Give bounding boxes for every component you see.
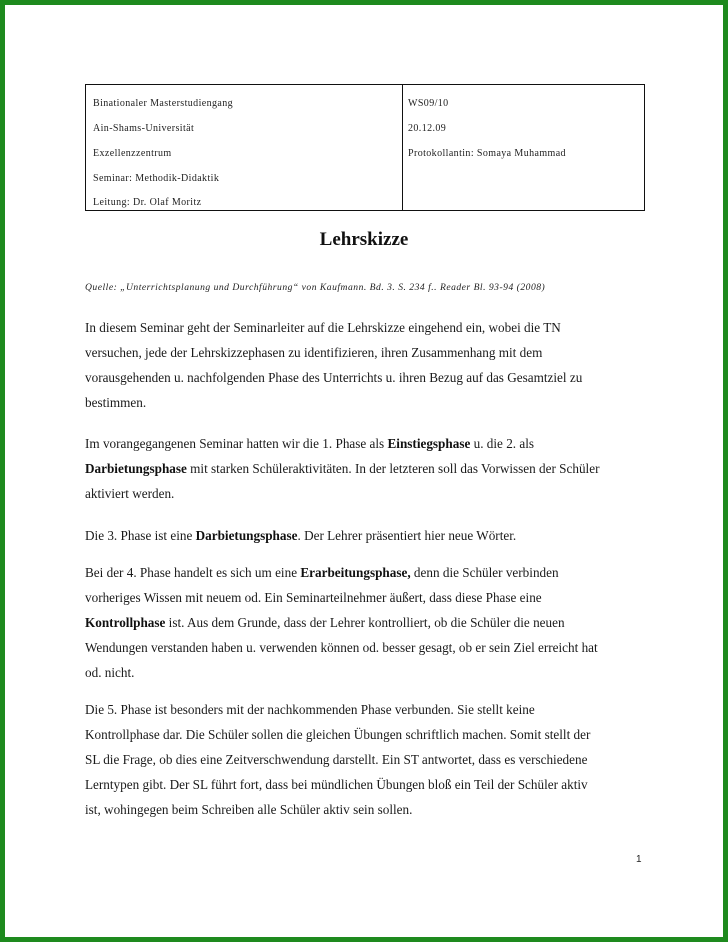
header-table — [85, 84, 645, 211]
term-darbietungsphase: Darbietungsphase — [195, 528, 298, 543]
paragraph-2: Im vorangegangenen Seminar hatten wir die 1. Phase als Einstiegsphase u. die 2. als Darbietungsphase mit starken Schüleraktivitäten. In der letzteren soll das Vorwissen der Schüler aktiviert werden. — [85, 436, 600, 501]
header-seminar: Seminar: Methodik-Didaktik — [93, 173, 220, 184]
header-university: Ain-Shams-Universität — [93, 123, 195, 134]
header-recorder: Protokollantin: Somaya Muhammad — [408, 148, 566, 159]
document-title: Lehrskizze — [319, 229, 409, 250]
term-einstiegsphase: Einstiegsphase — [387, 436, 471, 451]
header-center: Exzellenzzentrum — [93, 148, 172, 159]
page-number: 1 — [636, 854, 642, 865]
header-program: Binationaler Masterstudiengang — [93, 98, 234, 109]
paragraph-1: In diesem Seminar geht der Seminarleiter auf die Lehrskizze eingehend ein, wobei die TN versuchen, jede der Lehrskizzephasen zu identifizieren, ihren Zusammenhang mit dem vorausgehenden u. nachfolgenden Phase des Unterrichts u. ihren Bezug auf das Gesamtziel zu bestimmen. — [85, 320, 583, 410]
header-right-cell — [403, 85, 644, 210]
paragraph-5: Die 5. Phase ist besonders mit der nachkommenden Phase verbunden. Sie stellt keine Kontrollphase dar. Die Schüler sollen die gleichen Übungen schriftlich machen. Somit stellt der SL die Frage, ob dies eine Zeitverschwendung darstellt. Ein ST antwortet, dass es verschiedene Lerntypen gibt. Der SL führt fort, dass bei mündlichen Übungen bloß ein Teil der Schüler aktiv ist, wohingegen beim Schreiben alle Schüler aktiv sein sollen. — [85, 702, 591, 817]
source-citation: Quelle: „Unterrichtsplanung und Durchführung“ von Kaufmann. Bd. 3. S. 234 f.. Reader Bl. 93-94 (2008) — [85, 282, 546, 293]
term-kontrollphase: Kontrollphase — [85, 615, 166, 630]
paragraph-4: Bei der 4. Phase handelt es sich um eine Erarbeitungsphase, denn die Schüler verbinden vorheriges Wissen mit neuem od. Ein Seminarteilnehmer äußert, dass diese Phase eine Kontrollphase ist. Aus dem Grunde, dass der Lehrer kontrolliert, ob die Schüler die neuen Wendungen verstanden haben u. verwenden können od. besser gesagt, ob er sein Ziel erreicht hat od. nicht. — [85, 565, 598, 680]
term-erarbeitungsphase: Erarbeitungsphase, — [300, 565, 411, 580]
header-semester: WS09/10 — [408, 98, 449, 109]
header-date: 20.12.09 — [408, 123, 447, 134]
header-left-cell — [86, 85, 403, 210]
header-leader: Leitung: Dr. Olaf Moritz — [93, 197, 202, 208]
paragraph-3: Die 3. Phase ist eine Darbietungsphase. Der Lehrer präsentiert hier neue Wörter. — [85, 528, 517, 543]
term-darbietungsphase: Darbietungsphase — [85, 461, 187, 476]
